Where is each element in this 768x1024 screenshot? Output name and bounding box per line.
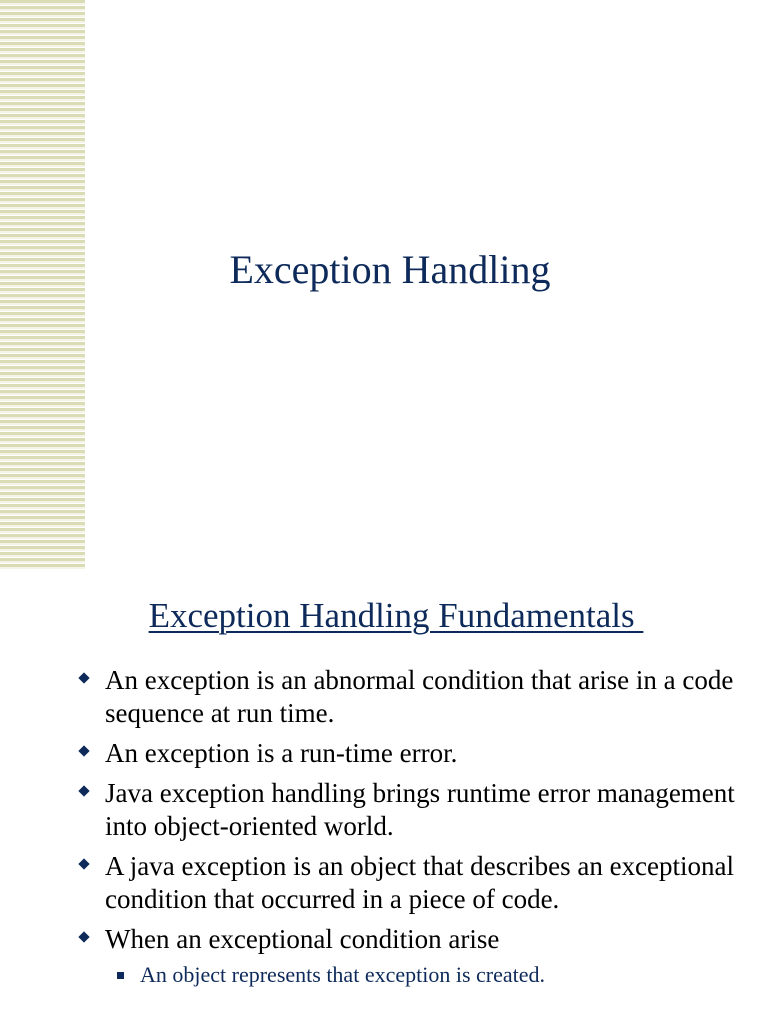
diamond-bullet-icon <box>78 785 89 796</box>
sub-bullet-item <box>77 961 737 989</box>
diamond-bullet-icon <box>78 672 89 683</box>
bullet-item <box>77 664 737 730</box>
bullet-list <box>77 664 737 989</box>
bullet-text: An exception is an abnormal condition that arise in a code sequence at run time. <box>105 665 734 728</box>
diamond-bullet-icon <box>78 931 89 942</box>
bullet-item <box>77 923 737 956</box>
sub-bullet-text: An object represents that exception is created. <box>140 962 546 987</box>
diamond-bullet-icon <box>78 858 89 869</box>
slide-title: Exception Handling <box>229 247 551 292</box>
content-slide-title: Exception Handling Fundamentals <box>148 596 644 635</box>
content-slide <box>0 578 768 1024</box>
diamond-bullet-icon <box>78 745 89 756</box>
bullet-text: A java exception is an object that describes an exceptional condition that occurred in a piece of code. <box>105 851 735 914</box>
bullet-item <box>77 850 737 916</box>
bullet-item <box>77 737 737 770</box>
bullet-text: An exception is a run-time error. <box>105 738 458 768</box>
square-bullet-icon <box>117 972 124 979</box>
bullet-text: When an exceptional condition arise <box>105 924 500 954</box>
bullet-text: Java exception handling brings runtime error management into object-oriented world. <box>105 778 735 841</box>
bullet-item <box>77 777 737 843</box>
